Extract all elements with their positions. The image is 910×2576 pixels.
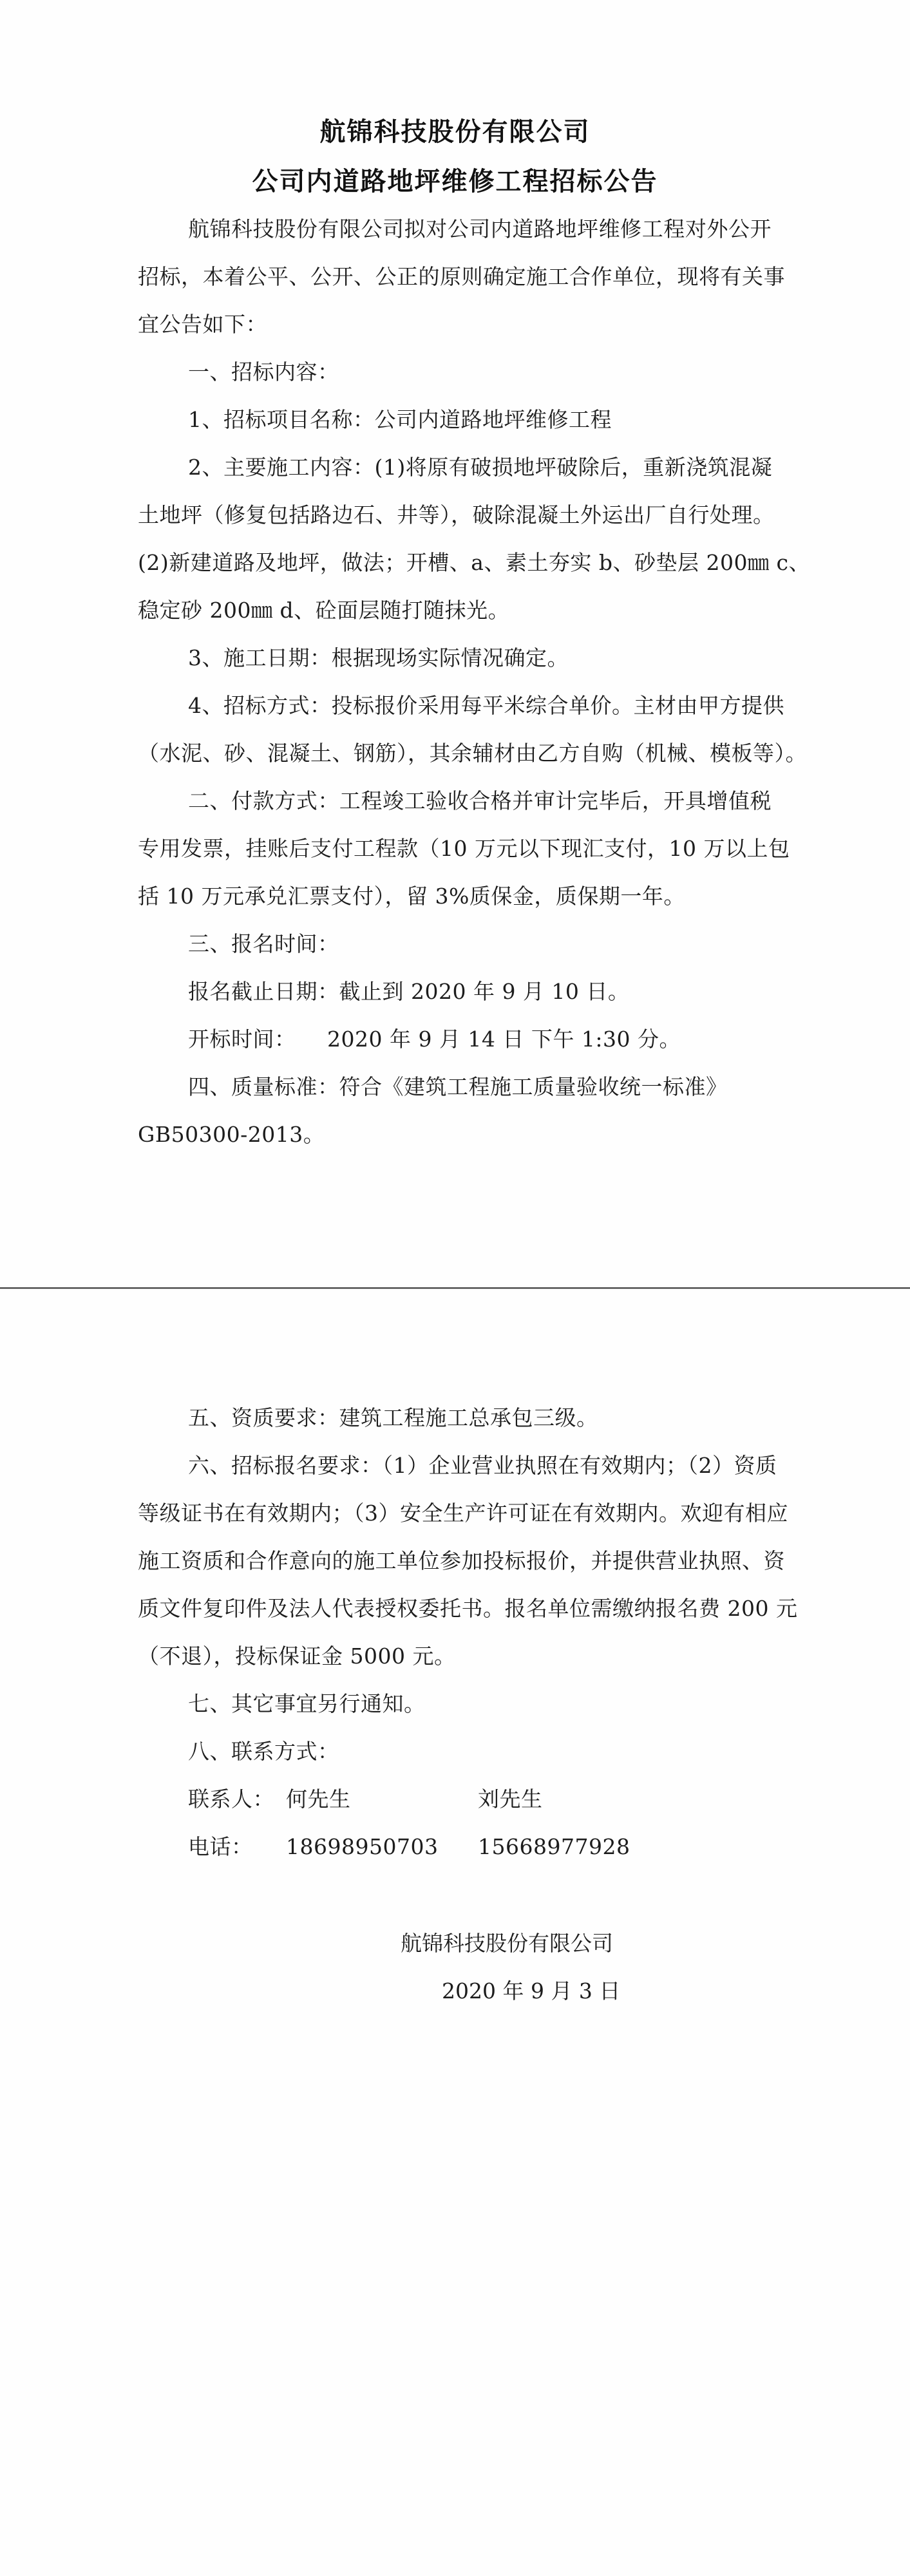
bid-opening-label: 开标时间： <box>188 1027 296 1052</box>
qualification-requirement: 五、资质要求：建筑工程施工总承包三级。 <box>188 1405 598 1430</box>
intro-line: 宜公告如下： <box>138 312 267 337</box>
section-heading: 一、招标内容： <box>188 359 339 384</box>
construction-content-line: 2、主要施工内容：(1)将原有破损地坪破除后，重新浇筑混凝 <box>188 455 773 480</box>
registration-requirement-line: 等级证书在有效期内；（3）安全生产许可证在有效期内。欢迎有相应 <box>138 1501 788 1526</box>
registration-requirement-line: 质文件复印件及法人代表授权委托书。报名单位需缴纳报名费 200 元 <box>138 1596 798 1621</box>
payment-line: 二、付款方式：工程竣工验收合格并审计完毕后，开具增值税 <box>188 788 772 813</box>
section-heading: 八、联系方式： <box>188 1739 339 1764</box>
intro-line: 招标，本着公平、公开、公正的原则确定施工合作单位，现将有关事 <box>138 264 785 289</box>
construction-date-item: 3、施工日期：根据现场实际情况确定。 <box>188 645 569 670</box>
notice-title: 公司内道路地坪维修工程招标公告 <box>252 167 658 196</box>
other-matters: 七、其它事宜另行通知。 <box>188 1691 426 1716</box>
signature-company: 航锦科技股份有限公司 <box>401 1931 613 1956</box>
contact-names-row <box>0 1785 910 1814</box>
contact-phone: 18698950703 <box>286 1834 439 1859</box>
contact-name: 刘先生 <box>478 1786 543 1812</box>
registration-requirement-line: （不退），投标保证金 5000 元。 <box>138 1643 456 1669</box>
construction-content-line: (2)新建道路及地坪，做法；开槽、a、素土夯实 b、砂垫层 200㎜ c、 <box>138 550 810 575</box>
document-page-1 <box>0 0 910 1286</box>
payment-line: 专用发票，挂账后支付工程款（10 万元以下现汇支付，10 万以上包 <box>138 836 790 861</box>
bid-opening-time: 2020 年 9 月 14 日 下午 1:30 分。 <box>327 1027 681 1052</box>
company-title: 航锦科技股份有限公司 <box>319 117 591 147</box>
registration-requirement-line: 六、招标报名要求：（1）企业营业执照在有效期内；（2）资质 <box>188 1453 777 1478</box>
contact-name: 何先生 <box>286 1786 351 1812</box>
bidding-method-line: 4、招标方式：投标报价采用每平米综合单价。主材由甲方提供 <box>188 693 784 718</box>
section-heading: 三、报名时间： <box>188 931 339 956</box>
contact-label: 联系人： <box>188 1786 274 1812</box>
contact-phones-row <box>0 1833 910 1861</box>
registration-requirement-line: 施工资质和合作意向的施工单位参加投标报价，并提供营业执照、资 <box>138 1548 785 1573</box>
quality-standard-line: GB50300-2013。 <box>138 1122 325 1147</box>
contact-phone: 15668977928 <box>478 1834 630 1859</box>
registration-deadline: 报名截止日期：截止到 2020 年 9 月 10 日。 <box>188 979 630 1004</box>
signature-date: 2020 年 9 月 3 日 <box>442 1978 621 2003</box>
project-name-item: 1、招标项目名称：公司内道路地坪维修工程 <box>188 407 612 432</box>
document-page-2 <box>0 1290 910 2576</box>
intro-line: 航锦科技股份有限公司拟对公司内道路地坪维修工程对外公开 <box>188 216 772 242</box>
payment-line: 括 10 万元承兑汇票支付），留 3%质保金，质保期一年。 <box>138 884 685 909</box>
quality-standard-line: 四、质量标准：符合《建筑工程施工质量验收统一标准》 <box>188 1074 728 1099</box>
construction-content-line: 稳定砂 200㎜ d、砼面层随打随抹光。 <box>138 598 510 623</box>
bidding-method-line: （水泥、砂、混凝土、钢筋），其余辅材由乙方自购（机械、模板等）。 <box>138 741 807 766</box>
phone-label: 电话： <box>188 1834 253 1859</box>
construction-content-line: 土地坪（修复包括路边石、井等），破除混凝土外运出厂自行处理。 <box>138 502 775 527</box>
